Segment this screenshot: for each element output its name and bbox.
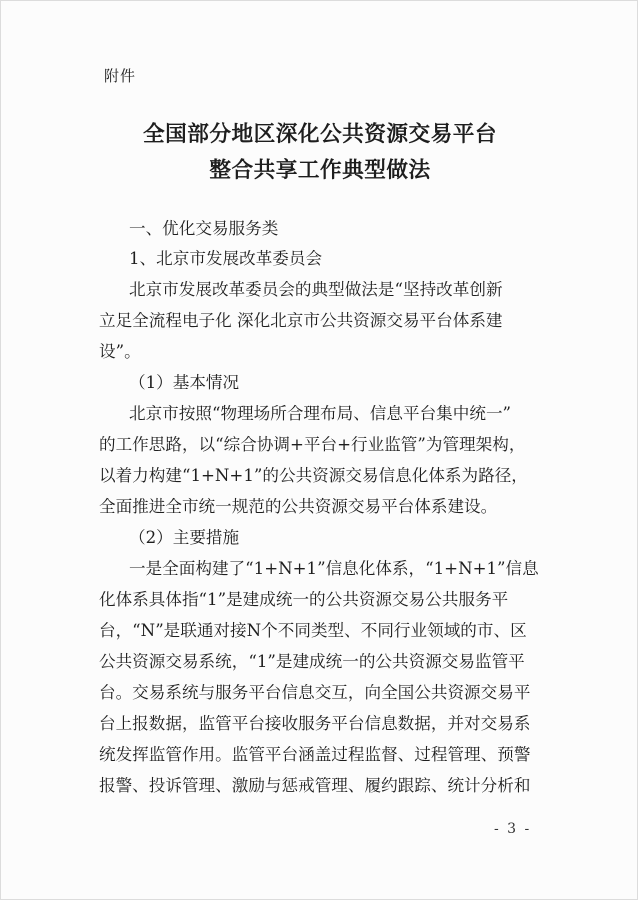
paragraph-line: 台。交易系统与服务平台信息交互，向全国公共资源交易平 [99, 683, 531, 702]
paragraph-line: 化体系具体指“1”是建成统一的公共资源交易公共服务平 [99, 590, 509, 609]
page-number: - 3 - [494, 821, 532, 837]
paragraph-line: 台，“N”是联通对接N个不同类型、不同行业领域的市、区 [99, 621, 527, 640]
paragraph-line: 统发挥监管作用。监管平台涵盖过程监督、过程管理、预警 [99, 745, 531, 764]
paragraph-line: 北京市按照“物理场所合理布局、信息平台集中统一” [129, 404, 512, 423]
paragraph-line: 公共资源交易系统，“1”是建成统一的公共资源交易监管平 [99, 652, 525, 671]
paragraph-line: 北京市发展改革委员会的典型做法是“坚持改革创新 [129, 280, 503, 299]
subsection-heading: 1、北京市发展改革委员会 [129, 249, 323, 268]
paragraph-line: 立足全流程电子化 深化北京市公共资源交易平台体系建 [99, 311, 503, 330]
subheading-basic-situation: （1）基本情况 [129, 373, 240, 392]
document-title-line-2: 整合共享工作典型做法 [209, 158, 431, 183]
paragraph-line: 以着力构建“1+N+1”的公共资源交易信息化体系为路径， [99, 466, 528, 485]
document-title-line-1: 全国部分地区深化公共资源交易平台 [142, 122, 497, 147]
paragraph-line: 全面推进全市统一规范的公共资源交易平台体系建设。 [99, 497, 498, 516]
paragraph-line: 的工作思路，以“综合协调+平台+行业监管”为管理架构， [99, 435, 526, 454]
subheading-main-measures: （2）主要措施 [129, 528, 240, 547]
attachment-label: 附件 [104, 67, 137, 85]
paragraph-line: 报警、投诉管理、激励与惩戒管理、履约跟踪、统计分析和 [99, 776, 531, 795]
section-heading: 一、优化交易服务类 [129, 219, 279, 238]
paragraph-line: 设”。 [99, 342, 141, 361]
paragraph-line: 台上报数据，监管平台接收服务平台信息数据，并对交易系 [99, 714, 531, 733]
paragraph-line: 一是全面构建了“1+N+1”信息化体系，“1+N+1”信息 [129, 559, 539, 578]
